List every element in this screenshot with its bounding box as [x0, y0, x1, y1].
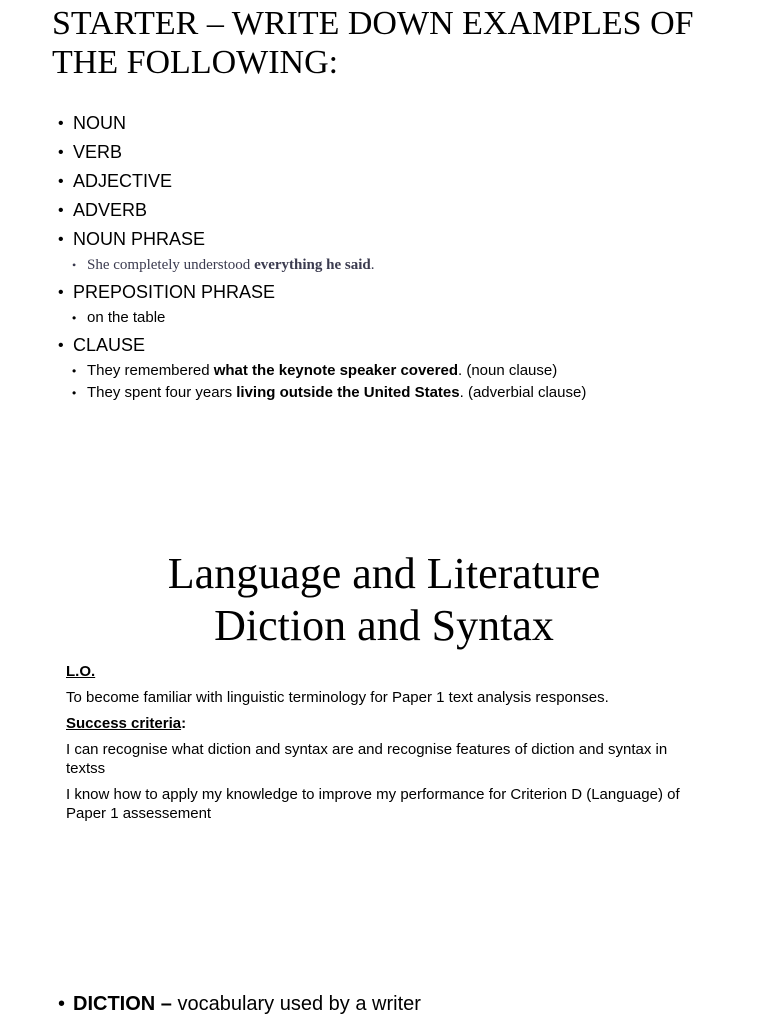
lesson-title-line2: Diction and Syntax — [214, 601, 554, 650]
diction-definition-text: vocabulary used by a writer — [171, 993, 421, 1015]
list-item-noun-phrase — [58, 225, 738, 254]
list-item-verb — [58, 138, 738, 167]
example-text: on the table — [87, 309, 166, 326]
clause-examples — [58, 360, 738, 404]
list-item-noun — [58, 109, 738, 138]
list-item-adverb — [58, 196, 738, 225]
lesson-title — [0, 548, 768, 652]
list-item-preposition-phrase — [58, 278, 738, 307]
lo-heading-text: L.O. — [66, 663, 96, 680]
preposition-examples — [58, 307, 738, 329]
list-item-label: NOUN PHRASE — [73, 229, 206, 249]
example-highlight: everything he said — [254, 257, 371, 273]
list-item-adjective — [58, 167, 738, 196]
success-criteria-heading — [66, 714, 686, 733]
lo-heading — [66, 662, 686, 681]
lo-text: To become familiar with linguistic terminology for Paper 1 text analysis responses. — [66, 689, 609, 706]
example-text: She completely understood — [87, 257, 255, 273]
example-text: . — [370, 257, 375, 273]
example-noun-clause — [72, 360, 738, 382]
list-item-label: ADJECTIVE — [73, 171, 173, 191]
criterion-2: I know how to apply my knowledge to improve my performance for Criterion D (Language) of Paper 1 assessement — [66, 786, 680, 822]
success-heading-text: Success criteria — [66, 715, 182, 732]
example-preposition-phrase — [72, 307, 738, 329]
example-text: . (adverbial clause) — [459, 384, 587, 401]
example-highlight: living outside the United States — [236, 384, 460, 401]
example-text: They remembered — [87, 362, 214, 379]
starter-slide — [0, 0, 768, 420]
sub-list — [58, 254, 738, 276]
example-noun-phrase — [72, 254, 738, 276]
example-text: . (noun clause) — [458, 362, 558, 379]
criterion-1: I can recognise what diction and syntax are and recognise features of diction and syntax in textss — [66, 741, 668, 777]
example-text: They spent four years — [87, 384, 237, 401]
sub-list — [58, 360, 738, 404]
learning-objectives — [66, 662, 686, 830]
sub-list — [58, 307, 738, 329]
example-highlight: what the keynote speaker covered — [213, 362, 458, 379]
list-item-label: CLAUSE — [73, 335, 146, 355]
lesson-title-slide — [0, 540, 768, 840]
diction-definition — [58, 990, 421, 1018]
list-item-clause — [58, 331, 738, 360]
example-adverbial-clause — [72, 382, 738, 404]
starter-title: STARTER – WRITE DOWN EXAMPLES OF THE FOLLOWING: — [52, 5, 694, 81]
list-item-label: NOUN — [73, 113, 126, 133]
list-item-label: ADVERB — [73, 200, 148, 220]
diction-slide — [0, 980, 768, 1024]
lesson-title-line1: Language and Literature — [167, 549, 601, 598]
list-item-label: PREPOSITION PHRASE — [73, 282, 276, 302]
diction-term: DICTION – — [73, 993, 172, 1015]
noun-phrase-examples — [58, 254, 738, 276]
term-list — [58, 109, 738, 406]
success-heading-colon: : — [181, 715, 187, 732]
list-item-label: VERB — [73, 142, 123, 162]
